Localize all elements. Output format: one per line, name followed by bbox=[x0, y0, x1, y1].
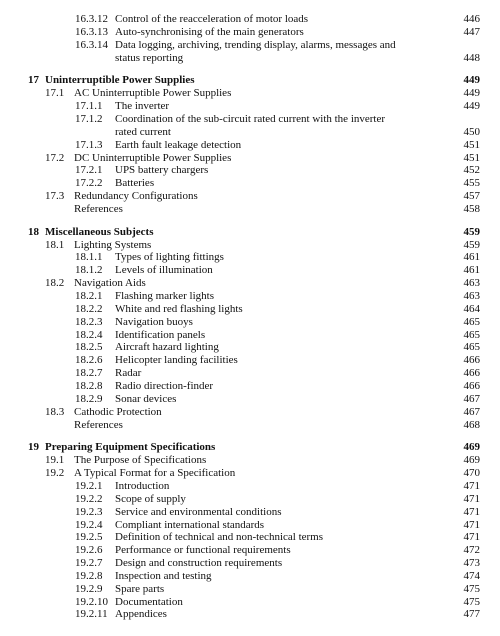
toc-entry-number: 19.2.10 bbox=[75, 595, 108, 608]
toc-entry-title: status reporting bbox=[115, 51, 184, 64]
toc-entry-number: 18.2.9 bbox=[75, 392, 103, 405]
toc-entry-title: Data logging, archiving, trending display, alarms, messages and bbox=[115, 38, 396, 51]
toc-entry-page: 449 bbox=[463, 100, 480, 113]
toc-entry-page: 466 bbox=[463, 367, 480, 380]
toc-entry-number: 18.1.2 bbox=[75, 264, 103, 277]
toc-entry-number: 19.2.5 bbox=[75, 531, 103, 544]
toc-entry-number: 19.2.6 bbox=[75, 544, 103, 557]
toc-subsection-row[interactable] bbox=[0, 480, 500, 493]
toc-entry-page: 457 bbox=[463, 190, 480, 202]
toc-entry-page: 469 bbox=[463, 441, 480, 454]
toc-entry-number: 17.2.2 bbox=[75, 177, 103, 190]
toc-entry-title: Earth fault leakage detection bbox=[115, 138, 242, 151]
toc-entry-title: Redundancy Configurations bbox=[74, 190, 198, 202]
toc-entry-page: 477 bbox=[463, 608, 480, 621]
toc-subsection-row[interactable] bbox=[0, 608, 500, 621]
toc-entry-number: 19.2.8 bbox=[75, 569, 103, 582]
toc-entry-page: 471 bbox=[463, 479, 480, 492]
toc-entry-number: 18.2.8 bbox=[75, 380, 103, 392]
toc-subsection-row[interactable] bbox=[0, 570, 500, 583]
toc-entry-number: 19 bbox=[28, 441, 39, 454]
toc-entry-number: 19.2 bbox=[45, 467, 65, 480]
toc-subsection-row[interactable] bbox=[0, 544, 500, 557]
toc-subsection-row[interactable] bbox=[0, 316, 500, 329]
toc-subsection-row[interactable] bbox=[0, 52, 500, 65]
toc-entry-number: 17.3 bbox=[45, 190, 65, 202]
toc-entry-page: 474 bbox=[463, 569, 480, 582]
toc-entry-page: 467 bbox=[463, 392, 480, 405]
toc-section-row[interactable] bbox=[0, 190, 500, 203]
toc-entry-title: Navigation buoys bbox=[115, 315, 193, 328]
toc-entry-title: Performance or functional requirements bbox=[115, 544, 291, 557]
toc-entry-title: Service and environmental conditions bbox=[115, 505, 282, 518]
toc-entry-title: Appendices bbox=[115, 608, 167, 621]
toc-section-row[interactable] bbox=[0, 203, 500, 216]
toc-entry-number: 16.3.14 bbox=[75, 38, 108, 51]
toc-entry-page: 452 bbox=[463, 164, 480, 177]
toc-subsection-row[interactable] bbox=[0, 303, 500, 316]
toc-entry-page: 458 bbox=[463, 202, 480, 215]
toc-section-row[interactable] bbox=[0, 406, 500, 419]
toc-entry-number: 16.3.13 bbox=[75, 25, 108, 38]
toc-entry-number: 17.2.1 bbox=[75, 164, 103, 177]
toc-entry-title: Introduction bbox=[115, 479, 170, 492]
toc-entry-page: 468 bbox=[463, 418, 480, 431]
toc-entry-number: 17.1.3 bbox=[75, 138, 103, 151]
toc-entry-number: 19.2.11 bbox=[75, 608, 108, 621]
toc-entry-title: Definition of technical and non-technical terms bbox=[115, 531, 324, 544]
toc-entry-number: 18.2.7 bbox=[75, 367, 103, 380]
toc-entry-page: 473 bbox=[463, 557, 480, 569]
toc-entry-number: 18.2.1 bbox=[75, 290, 103, 302]
toc-entry-page: 466 bbox=[463, 380, 480, 392]
toc-entry-title: Radar bbox=[115, 367, 142, 380]
toc-entry-page: 451 bbox=[463, 151, 480, 164]
toc-entry-page: 447 bbox=[463, 25, 480, 38]
toc-chapter-row[interactable] bbox=[0, 441, 500, 454]
toc-entry-number: 18.2.2 bbox=[75, 302, 103, 315]
toc-subsection-row[interactable] bbox=[0, 506, 500, 519]
toc-entry-page: 461 bbox=[463, 264, 480, 277]
toc-subsection-row[interactable] bbox=[0, 100, 500, 113]
toc-section-row[interactable] bbox=[0, 454, 500, 467]
toc-section-row[interactable] bbox=[0, 152, 500, 165]
toc-entry-title: Miscellaneous Subjects bbox=[45, 225, 154, 238]
toc-entry-title: rated current bbox=[115, 125, 171, 138]
toc-entry-number: 19.2.2 bbox=[75, 492, 103, 505]
toc-entry-page: 465 bbox=[463, 328, 480, 341]
toc-entry-number: 17.1.2 bbox=[75, 112, 103, 125]
toc-entry-title: Batteries bbox=[115, 177, 155, 190]
toc-entry-page: 470 bbox=[463, 467, 480, 480]
toc-entry-title: Levels of illumination bbox=[115, 264, 213, 277]
toc-section-row[interactable] bbox=[0, 87, 500, 100]
toc-entry-title: Documentation bbox=[115, 595, 183, 608]
toc-entry-number: 18 bbox=[28, 225, 39, 238]
toc-subsection-row[interactable] bbox=[0, 341, 500, 354]
toc-entry-title: Cathodic Protection bbox=[74, 405, 162, 418]
toc-entry-number: 16.3.12 bbox=[75, 13, 108, 25]
toc-section-row[interactable] bbox=[0, 467, 500, 480]
toc-entry-page: 471 bbox=[463, 492, 480, 505]
toc-subsection-row[interactable] bbox=[0, 26, 500, 39]
toc-entry-number: 19.1 bbox=[45, 454, 65, 467]
toc-entry-number: 17 bbox=[28, 74, 39, 87]
toc-entry-number: 18.2 bbox=[45, 277, 65, 290]
toc-subsection-row[interactable] bbox=[0, 531, 500, 544]
toc-section-row[interactable] bbox=[0, 277, 500, 290]
toc-entry-page: 461 bbox=[463, 251, 480, 264]
toc-entry-title: Flashing marker lights bbox=[115, 290, 214, 302]
toc-entry-title: Compliant international standards bbox=[115, 518, 265, 531]
toc-section-row[interactable] bbox=[0, 239, 500, 252]
toc-entry-page: 465 bbox=[463, 341, 480, 354]
toc-subsection-row[interactable] bbox=[0, 290, 500, 303]
toc-entry-number: 18.1 bbox=[45, 238, 65, 251]
toc-entry-title: Inspection and testing bbox=[115, 569, 212, 582]
toc-entry-title: Scope of supply bbox=[115, 492, 186, 505]
toc-entry-title: A Typical Format for a Specification bbox=[74, 467, 236, 480]
toc-entry-title: Control of the reacceleration of motor loads bbox=[115, 13, 309, 25]
toc-entry-number: 17.1 bbox=[45, 87, 65, 100]
toc-subsection-row[interactable] bbox=[0, 329, 500, 342]
toc-entry-page: 449 bbox=[463, 74, 480, 87]
toc-entry-title: DC Uninterruptible Power Supplies bbox=[74, 151, 232, 164]
toc-entry-title: Radio direction-finder bbox=[115, 380, 214, 392]
toc-entry-page: 455 bbox=[463, 177, 480, 190]
toc-entry-title: The inverter bbox=[115, 100, 170, 113]
toc-entry-title: Design and construction requirements bbox=[115, 557, 283, 569]
toc-entry-number: 19.2.3 bbox=[75, 505, 103, 518]
toc-subsection-row[interactable] bbox=[0, 557, 500, 570]
toc-entry-title: AC Uninterruptible Power Supplies bbox=[74, 87, 232, 100]
toc-entry-title: UPS battery chargers bbox=[115, 164, 209, 177]
toc-entry-number: 18.1.1 bbox=[75, 251, 103, 264]
toc-chapter-row[interactable] bbox=[0, 226, 500, 239]
toc-entry-number: 18.2.3 bbox=[75, 315, 103, 328]
toc-subsection-row[interactable] bbox=[0, 354, 500, 367]
toc-entry-title: Spare parts bbox=[115, 582, 165, 595]
toc-entry-number: 19.2.1 bbox=[75, 479, 103, 492]
toc-entry-number: 18.2.5 bbox=[75, 341, 103, 354]
toc-subsection-row[interactable] bbox=[0, 367, 500, 380]
toc-subsection-row[interactable] bbox=[0, 251, 500, 264]
toc-entry-page: 451 bbox=[463, 138, 480, 151]
toc-entry-title: Aircraft hazard lighting bbox=[115, 341, 219, 354]
toc-entry-title: References bbox=[74, 202, 123, 215]
toc-entry-page: 464 bbox=[463, 302, 480, 315]
toc-subsection-row[interactable] bbox=[0, 493, 500, 506]
toc-subsection-row[interactable] bbox=[0, 13, 500, 26]
toc-entry-page: 467 bbox=[463, 405, 480, 418]
toc-entry-title: References bbox=[74, 418, 123, 431]
toc-entry-number: 19.2.9 bbox=[75, 582, 103, 595]
toc-subsection-row[interactable] bbox=[0, 380, 500, 393]
toc-entry-number: 18.2.4 bbox=[75, 328, 103, 341]
toc-subsection-row[interactable] bbox=[0, 264, 500, 277]
toc-entry-title: White and red flashing lights bbox=[115, 302, 243, 315]
toc-entry-page: 446 bbox=[463, 13, 480, 25]
toc-entry-page: 459 bbox=[463, 238, 480, 251]
toc-subsection-row[interactable] bbox=[0, 583, 500, 596]
toc-entry-title: Helicopter landing facilities bbox=[115, 354, 238, 367]
toc-entry-title: Navigation Aids bbox=[74, 277, 146, 290]
toc-entry-title: Coordination of the sub-circuit rated current with the inverter bbox=[115, 112, 386, 125]
toc-subsection-row[interactable] bbox=[0, 113, 500, 126]
toc-subsection-row[interactable] bbox=[0, 177, 500, 190]
toc-entry-title: Auto-synchronising of the main generators bbox=[115, 25, 304, 38]
toc-entry-page: 449 bbox=[463, 87, 480, 100]
toc-entry-page: 471 bbox=[463, 518, 480, 531]
toc-entry-number: 17.2 bbox=[45, 151, 65, 164]
toc-entry-title: Uninterruptible Power Supplies bbox=[45, 74, 195, 87]
toc-entry-number: 18.3 bbox=[45, 405, 65, 418]
toc-subsection-row[interactable] bbox=[0, 139, 500, 152]
toc-subsection-row[interactable] bbox=[0, 164, 500, 177]
toc-entry-title: Identification panels bbox=[115, 328, 206, 341]
toc-subsection-row[interactable] bbox=[0, 126, 500, 139]
toc-entry-page: 463 bbox=[463, 277, 480, 290]
toc-entry-page: 448 bbox=[463, 51, 480, 64]
toc-entry-page: 450 bbox=[463, 125, 480, 138]
toc-entry-page: 471 bbox=[463, 505, 480, 518]
toc-entry-title: Lighting Systems bbox=[74, 238, 152, 251]
toc-subsection-row[interactable] bbox=[0, 519, 500, 532]
toc-entry-title: Sonar devices bbox=[115, 392, 177, 405]
toc-entry-number: 19.2.7 bbox=[75, 557, 103, 569]
toc-entry-page: 475 bbox=[463, 582, 480, 595]
toc-subsection-row[interactable] bbox=[0, 39, 500, 52]
toc-entry-title: The Purpose of Specifications bbox=[74, 454, 207, 467]
toc-entry-page: 469 bbox=[463, 454, 480, 467]
toc-entry-number: 19.2.4 bbox=[75, 518, 103, 531]
toc-entry-page: 466 bbox=[463, 354, 480, 367]
toc-chapter-row[interactable] bbox=[0, 74, 500, 87]
toc-entry-number: 18.2.6 bbox=[75, 354, 103, 367]
toc-entry-page: 459 bbox=[463, 225, 480, 238]
toc-entry-page: 465 bbox=[463, 315, 480, 328]
toc-entry-title: Types of lighting fittings bbox=[115, 251, 224, 264]
toc-entry-number: 17.1.1 bbox=[75, 100, 103, 113]
toc-entry-page: 472 bbox=[463, 544, 480, 557]
toc-entry-page: 475 bbox=[463, 595, 480, 608]
toc-entry-title: Preparing Equipment Specifications bbox=[45, 441, 216, 454]
toc-subsection-row[interactable] bbox=[0, 596, 500, 609]
toc-entry-page: 463 bbox=[463, 290, 480, 302]
toc-section-row[interactable] bbox=[0, 419, 500, 432]
toc-subsection-row[interactable] bbox=[0, 393, 500, 406]
toc-entry-page: 471 bbox=[463, 531, 480, 544]
